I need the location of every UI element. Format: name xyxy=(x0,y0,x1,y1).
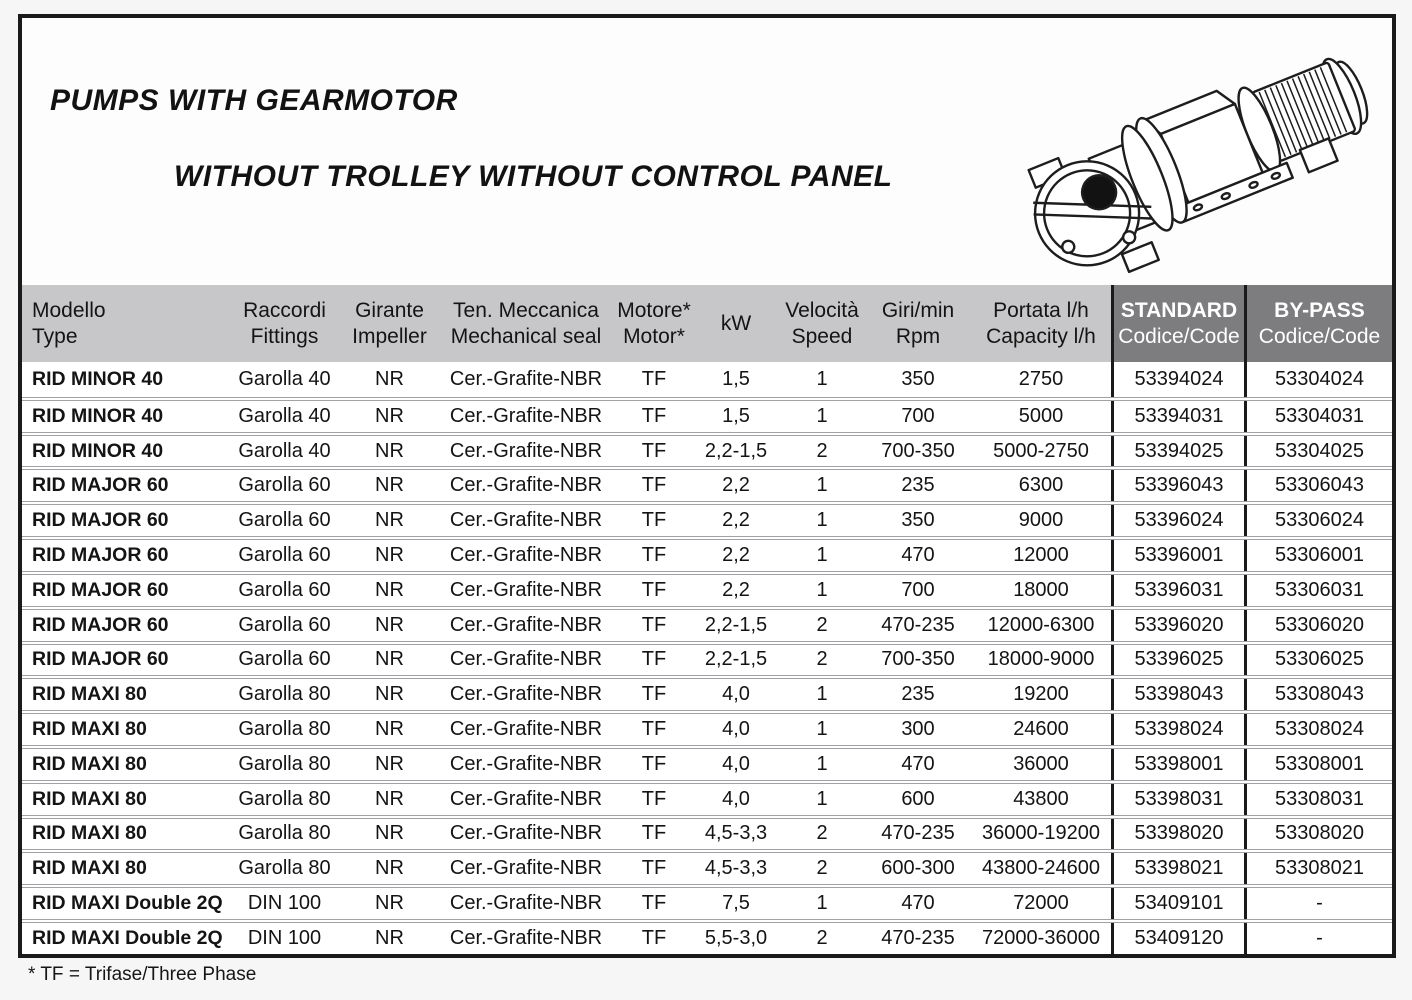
cell-fittings: Garolla 40 xyxy=(238,404,331,427)
header-line-en: Mechanical seal xyxy=(450,324,602,348)
table-row xyxy=(22,641,1392,676)
cell-code-standard: 53409101 xyxy=(1111,888,1244,919)
header-line-it: Ten. Meccanica xyxy=(453,298,599,322)
header-line-it: Giri/min xyxy=(881,298,955,322)
table-row xyxy=(22,884,1392,919)
cell-speed: 1 xyxy=(816,367,828,390)
pump-gearmotor-illustration xyxy=(996,24,1388,292)
cell-fittings: Garolla 80 xyxy=(238,683,331,706)
cell-motor: TF xyxy=(641,613,667,636)
cell-capacity: 72000 xyxy=(1013,892,1069,915)
header-line-it: Velocità xyxy=(785,298,859,322)
cell-code-standard: 53394025 xyxy=(1111,436,1244,467)
cell-code-standard: 53394031 xyxy=(1111,401,1244,432)
cell-kw: 1,5 xyxy=(722,367,750,390)
table-row xyxy=(22,849,1392,884)
cell-motor: TF xyxy=(641,892,667,915)
cell-speed: 1 xyxy=(816,543,828,566)
cell-model: RID MAJOR 60 xyxy=(32,578,169,601)
cell-kw: 5,5-3,0 xyxy=(704,926,768,949)
cell-impeller: NR xyxy=(375,822,404,845)
cell-rpm: 470-235 xyxy=(881,613,955,636)
table-row xyxy=(22,362,1392,397)
cell-impeller: NR xyxy=(375,543,404,566)
cell-speed: 1 xyxy=(816,892,828,915)
footnote-tf: * TF = Trifase/Three Phase xyxy=(28,964,257,985)
cell-capacity: 5000 xyxy=(1018,404,1064,427)
cell-rpm: 300 xyxy=(901,718,935,741)
cell-speed: 1 xyxy=(816,752,828,775)
cell-rpm: 470 xyxy=(901,892,935,915)
cell-code-bypass: 53308021 xyxy=(1244,853,1392,884)
header-line-en: Rpm xyxy=(895,324,941,348)
table-row xyxy=(22,606,1392,641)
table-row xyxy=(22,571,1392,606)
cell-impeller: NR xyxy=(375,613,404,636)
cell-fittings: Garolla 60 xyxy=(238,613,331,636)
cell-code-bypass: 53308043 xyxy=(1244,679,1392,710)
cell-model: RID MAXI 80 xyxy=(32,752,147,775)
table-row xyxy=(22,745,1392,780)
cell-code-standard: 53398043 xyxy=(1111,679,1244,710)
cell-impeller: NR xyxy=(375,474,404,497)
cell-code-bypass: 53308024 xyxy=(1244,714,1392,745)
cell-kw: 4,0 xyxy=(722,683,750,706)
cell-motor: TF xyxy=(641,857,667,880)
cell-capacity: 2750 xyxy=(1018,367,1064,390)
cell-rpm: 600-300 xyxy=(881,857,955,880)
cell-kw: 4,5-3,3 xyxy=(704,822,768,845)
cell-motor: TF xyxy=(641,648,667,671)
cell-fittings: Garolla 40 xyxy=(238,439,331,462)
header-line-it: Modello xyxy=(32,298,106,322)
cell-speed: 2 xyxy=(816,613,828,636)
cell-model: RID MAXI 80 xyxy=(32,787,147,810)
cell-seal: Cer.-Grafite-NBR xyxy=(449,787,603,810)
cell-code-standard: 53396043 xyxy=(1111,470,1244,501)
table-row xyxy=(22,466,1392,501)
cell-kw: 4,0 xyxy=(722,752,750,775)
header-line-en: Capacity l/h xyxy=(986,324,1096,348)
table-row xyxy=(22,919,1392,954)
cell-speed: 2 xyxy=(816,857,828,880)
cell-kw: 2,2 xyxy=(722,474,750,497)
cell-fittings: Garolla 80 xyxy=(238,857,331,880)
col-header-impeller xyxy=(342,285,437,362)
cell-code-standard: 53396025 xyxy=(1111,645,1244,676)
cell-model: RID MAXI 80 xyxy=(32,822,147,845)
cell-kw: 2,2-1,5 xyxy=(704,613,768,636)
cell-seal: Cer.-Grafite-NBR xyxy=(449,613,603,636)
cell-speed: 2 xyxy=(816,648,828,671)
cell-code-bypass: - xyxy=(1244,888,1392,919)
cell-capacity: 6300 xyxy=(1018,474,1064,497)
cell-code-bypass: 53308031 xyxy=(1244,784,1392,815)
header-line-it: STANDARD xyxy=(1120,298,1238,322)
cell-model: RID MAJOR 60 xyxy=(32,543,169,566)
table-row xyxy=(22,397,1392,432)
cell-seal: Cer.-Grafite-NBR xyxy=(449,404,603,427)
cell-kw: 4,0 xyxy=(722,787,750,810)
header-line-en: Speed xyxy=(791,324,853,348)
header-line-en: Impeller xyxy=(352,324,427,348)
header-line-en: Motor* xyxy=(623,324,685,348)
cell-impeller: NR xyxy=(375,578,404,601)
cell-impeller: NR xyxy=(375,404,404,427)
cell-fittings: Garolla 80 xyxy=(238,787,331,810)
cell-motor: TF xyxy=(641,509,667,532)
cell-speed: 2 xyxy=(816,439,828,462)
cell-rpm: 235 xyxy=(901,683,935,706)
col-header-fittings xyxy=(227,285,342,362)
table-row xyxy=(22,815,1392,850)
pump-drawing-svg xyxy=(996,24,1388,292)
cell-seal: Cer.-Grafite-NBR xyxy=(449,857,603,880)
cell-model: RID MINOR 40 xyxy=(32,439,164,462)
cell-kw: 2,2-1,5 xyxy=(704,439,768,462)
cell-motor: TF xyxy=(641,926,667,949)
cell-kw: 4,0 xyxy=(722,718,750,741)
header-line-en: Codice/Code xyxy=(1118,324,1240,348)
cell-kw: 7,5 xyxy=(722,892,750,915)
cell-code-bypass: 53308001 xyxy=(1244,749,1392,780)
cell-fittings: DIN 100 xyxy=(247,892,322,915)
cell-kw: 2,2-1,5 xyxy=(704,648,768,671)
cell-impeller: NR xyxy=(375,857,404,880)
cell-seal: Cer.-Grafite-NBR xyxy=(449,752,603,775)
table-header xyxy=(22,285,1392,362)
cell-code-bypass: 53304024 xyxy=(1244,362,1392,397)
cell-seal: Cer.-Grafite-NBR xyxy=(449,439,603,462)
page-title-line1: PUMPS WITH GEARMOTOR xyxy=(50,84,458,117)
cell-fittings: Garolla 80 xyxy=(238,822,331,845)
cell-rpm: 470-235 xyxy=(881,926,955,949)
cell-code-bypass: 53306001 xyxy=(1244,540,1392,571)
header-line-it: Portata l/h xyxy=(993,298,1089,322)
cell-seal: Cer.-Grafite-NBR xyxy=(449,474,603,497)
cell-seal: Cer.-Grafite-NBR xyxy=(449,683,603,706)
cell-rpm: 700-350 xyxy=(881,648,955,671)
cell-impeller: NR xyxy=(375,752,404,775)
cell-motor: TF xyxy=(641,787,667,810)
cell-model: RID MAJOR 60 xyxy=(32,648,169,671)
cell-motor: TF xyxy=(641,367,667,390)
cell-capacity: 19200 xyxy=(1013,683,1069,706)
cell-rpm: 700-350 xyxy=(881,439,955,462)
cell-fittings: Garolla 60 xyxy=(238,474,331,497)
header-line-it: Girante xyxy=(355,298,424,322)
cell-capacity: 43800 xyxy=(1013,787,1069,810)
cell-seal: Cer.-Grafite-NBR xyxy=(449,926,603,949)
cell-seal: Cer.-Grafite-NBR xyxy=(449,543,603,566)
cell-capacity: 12000-6300 xyxy=(987,613,1095,636)
cell-impeller: NR xyxy=(375,718,404,741)
cell-capacity: 5000-2750 xyxy=(993,439,1089,462)
col-header-motor xyxy=(615,285,693,362)
cell-code-standard: 53396031 xyxy=(1111,575,1244,606)
cell-model: RID MINOR 40 xyxy=(32,367,164,390)
cell-motor: TF xyxy=(641,683,667,706)
cell-code-bypass: 53306031 xyxy=(1244,575,1392,606)
cell-rpm: 470 xyxy=(901,543,935,566)
col-header-kw xyxy=(693,285,779,362)
cell-seal: Cer.-Grafite-NBR xyxy=(449,648,603,671)
cell-model: RID MAJOR 60 xyxy=(32,509,169,532)
cell-impeller: NR xyxy=(375,683,404,706)
cell-fittings: DIN 100 xyxy=(247,926,322,949)
cell-motor: TF xyxy=(641,543,667,566)
page-title-line2: WITHOUT TROLLEY WITHOUT CONTROL PANEL xyxy=(174,160,893,193)
col-header-standard-code xyxy=(1111,285,1244,362)
cell-rpm: 235 xyxy=(901,474,935,497)
cell-rpm: 600 xyxy=(901,787,935,810)
cell-motor: TF xyxy=(641,752,667,775)
cell-seal: Cer.-Grafite-NBR xyxy=(449,578,603,601)
cell-capacity: 36000 xyxy=(1013,752,1069,775)
cell-seal: Cer.-Grafite-NBR xyxy=(449,892,603,915)
cell-code-bypass: 53306024 xyxy=(1244,505,1392,536)
cell-kw: 2,2 xyxy=(722,543,750,566)
cell-kw: 2,2 xyxy=(722,509,750,532)
cell-code-bypass: 53304025 xyxy=(1244,436,1392,467)
header-line-it: Raccordi xyxy=(243,298,326,322)
cell-rpm: 350 xyxy=(901,509,935,532)
cell-code-bypass: 53306043 xyxy=(1244,470,1392,501)
cell-rpm: 470-235 xyxy=(881,822,955,845)
cell-capacity: 43800-24600 xyxy=(982,857,1100,880)
cell-capacity: 36000-19200 xyxy=(982,822,1100,845)
cell-motor: TF xyxy=(641,822,667,845)
cell-speed: 1 xyxy=(816,718,828,741)
table-body xyxy=(22,362,1392,954)
header-line-it: Motore* xyxy=(617,298,691,322)
cell-model: RID MAXI 80 xyxy=(32,683,147,706)
cell-model: RID MAJOR 60 xyxy=(32,474,169,497)
col-header-bypass-code xyxy=(1244,285,1392,362)
cell-speed: 1 xyxy=(816,787,828,810)
cell-rpm: 700 xyxy=(901,404,935,427)
table-row xyxy=(22,675,1392,710)
cell-code-standard: 53398021 xyxy=(1111,853,1244,884)
cell-capacity: 24600 xyxy=(1013,718,1069,741)
cell-impeller: NR xyxy=(375,648,404,671)
header-line-en: Codice/Code xyxy=(1258,324,1381,348)
cell-impeller: NR xyxy=(375,509,404,532)
cell-code-standard: 53398001 xyxy=(1111,749,1244,780)
cell-code-bypass: 53306025 xyxy=(1244,645,1392,676)
cell-fittings: Garolla 60 xyxy=(238,648,331,671)
cell-motor: TF xyxy=(641,439,667,462)
header-line-en: Fittings xyxy=(250,324,319,348)
cell-fittings: Garolla 40 xyxy=(238,367,331,390)
col-header-model xyxy=(22,285,227,362)
cell-kw: 1,5 xyxy=(722,404,750,427)
table-row xyxy=(22,432,1392,467)
cell-capacity: 12000 xyxy=(1013,543,1069,566)
cell-model: RID MINOR 40 xyxy=(32,404,164,427)
cell-capacity: 18000 xyxy=(1013,578,1069,601)
col-header-rpm xyxy=(865,285,971,362)
cell-code-standard: 53396024 xyxy=(1111,505,1244,536)
cell-code-bypass: 53308020 xyxy=(1244,819,1392,850)
cell-code-standard: 53398024 xyxy=(1111,714,1244,745)
cell-model: RID MAXI 80 xyxy=(32,718,147,741)
cell-speed: 2 xyxy=(816,926,828,949)
header-line-it: BY-PASS xyxy=(1274,298,1365,322)
cell-speed: 1 xyxy=(816,578,828,601)
table-row xyxy=(22,710,1392,745)
cell-model: RID MAXI Double 2Q xyxy=(32,892,223,915)
cell-kw: 2,2 xyxy=(722,578,750,601)
header-line-it: kW xyxy=(720,311,752,335)
cell-motor: TF xyxy=(641,718,667,741)
cell-speed: 2 xyxy=(816,822,828,845)
cell-capacity: 9000 xyxy=(1018,509,1064,532)
cell-impeller: NR xyxy=(375,787,404,810)
cell-fittings: Garolla 60 xyxy=(238,543,331,566)
cell-code-standard: 53394024 xyxy=(1111,362,1244,397)
cell-impeller: NR xyxy=(375,367,404,390)
cell-impeller: NR xyxy=(375,892,404,915)
cell-model: RID MAXI Double 2Q xyxy=(32,926,223,949)
cell-model: RID MAJOR 60 xyxy=(32,613,169,636)
cell-code-bypass: 53304031 xyxy=(1244,401,1392,432)
cell-rpm: 350 xyxy=(901,367,935,390)
col-header-speed xyxy=(779,285,865,362)
cell-code-standard: 53409120 xyxy=(1111,923,1244,954)
cell-code-standard: 53396001 xyxy=(1111,540,1244,571)
cell-speed: 1 xyxy=(816,509,828,532)
cell-motor: TF xyxy=(641,404,667,427)
cell-seal: Cer.-Grafite-NBR xyxy=(449,367,603,390)
cell-rpm: 700 xyxy=(901,578,935,601)
cell-code-bypass: - xyxy=(1244,923,1392,954)
cell-impeller: NR xyxy=(375,926,404,949)
header-line-en: Type xyxy=(32,324,78,348)
cell-capacity: 72000-36000 xyxy=(982,926,1100,949)
cell-kw: 4,5-3,3 xyxy=(704,857,768,880)
cell-fittings: Garolla 60 xyxy=(238,509,331,532)
cell-seal: Cer.-Grafite-NBR xyxy=(449,509,603,532)
cell-code-bypass: 53306020 xyxy=(1244,610,1392,641)
cell-code-standard: 53398020 xyxy=(1111,819,1244,850)
cell-impeller: NR xyxy=(375,439,404,462)
cell-fittings: Garolla 80 xyxy=(238,752,331,775)
cell-fittings: Garolla 80 xyxy=(238,718,331,741)
table-row xyxy=(22,780,1392,815)
cell-motor: TF xyxy=(641,578,667,601)
catalog-panel xyxy=(18,14,1396,958)
cell-capacity: 18000-9000 xyxy=(987,648,1095,671)
cell-code-standard: 53398031 xyxy=(1111,784,1244,815)
cell-code-standard: 53396020 xyxy=(1111,610,1244,641)
cell-speed: 1 xyxy=(816,683,828,706)
cell-seal: Cer.-Grafite-NBR xyxy=(449,718,603,741)
cell-rpm: 470 xyxy=(901,752,935,775)
cell-speed: 1 xyxy=(816,404,828,427)
cell-seal: Cer.-Grafite-NBR xyxy=(449,822,603,845)
table-row xyxy=(22,536,1392,571)
col-header-capacity xyxy=(971,285,1111,362)
col-header-mechanical-seal xyxy=(437,285,615,362)
cell-model: RID MAXI 80 xyxy=(32,857,147,880)
cell-motor: TF xyxy=(641,474,667,497)
cell-fittings: Garolla 60 xyxy=(238,578,331,601)
table-row xyxy=(22,501,1392,536)
cell-speed: 1 xyxy=(816,474,828,497)
